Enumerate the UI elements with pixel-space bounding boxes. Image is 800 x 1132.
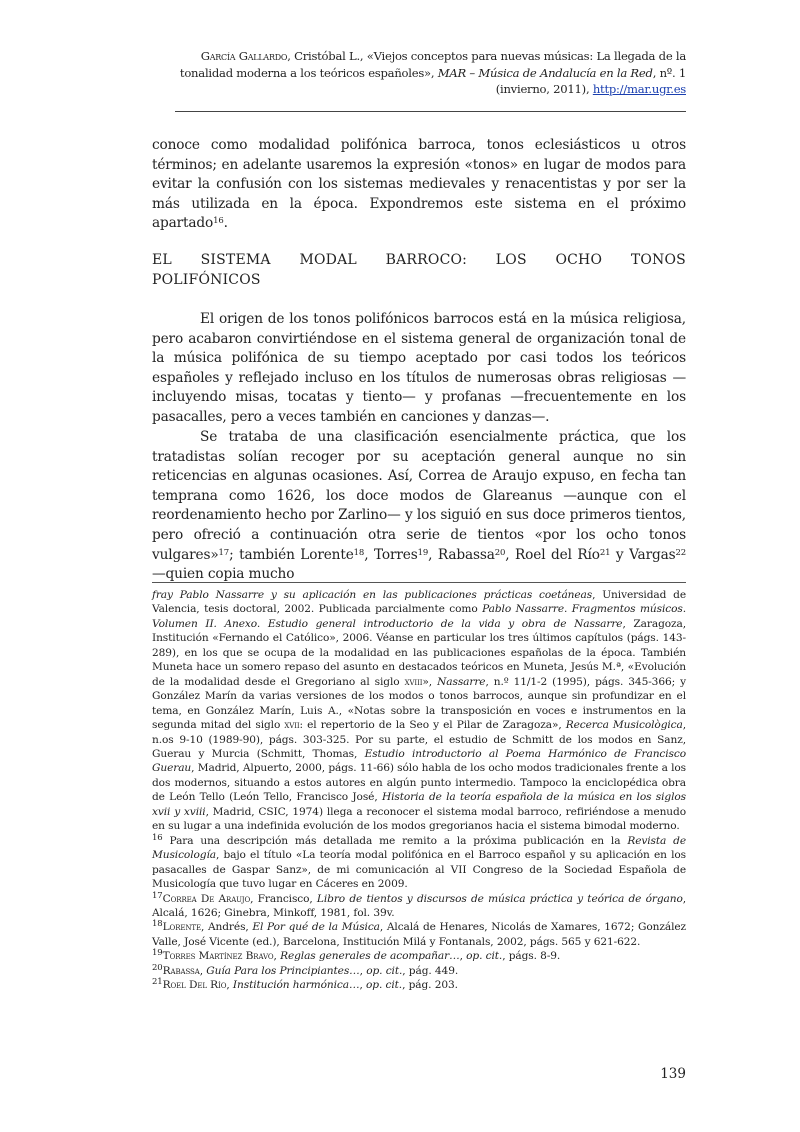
heading-word: OCHO [555, 252, 603, 268]
footnote-author: Torres Martínez Bravo [162, 950, 274, 963]
footnote-text: , bajo el título «La teoría modal polifónica en el Barroco español y su aplicación en los pasacalles de Gaspar Sanz», de mi comunicación al VII Congreso de la Sociedad Española de Musicología que tuvo lugar en Cáceres en 2009. [152, 849, 686, 891]
footnote-author: Correa De Araujo [162, 892, 251, 905]
heading-word: EL [152, 252, 172, 268]
footnote-text: , n.º 11/1-2 (1995), págs. 345-366; y González Marín da varias versiones de los modos o tonos barrocos, aunque sin profundizar en el tema, en González Marín, Luis A., «Notas sobre la transposición en voces e instrumentos en la segunda mitad del siglo [152, 675, 686, 732]
footnote-number: 16 [152, 832, 163, 843]
footnote-number: 17 [152, 890, 163, 901]
footnote-17 [152, 892, 686, 921]
footnote-text: , [199, 964, 207, 977]
page-number: 139 [660, 1066, 686, 1082]
footnote-text: , [459, 950, 467, 963]
footnote-title: Nassarre [437, 675, 486, 688]
footnote-ref-17[interactable]: 17 [218, 547, 230, 558]
footnote-title: fray Pablo Nassarre y su aplicación en las publicaciones prácticas coetáneas [152, 589, 593, 601]
header-issue: , nº. 1 (invierno, 2011), [495, 65, 686, 96]
heading-word: LOS [495, 252, 527, 268]
footnote-text: , pág. 203. [402, 979, 458, 992]
section-heading [152, 251, 686, 290]
footnote-text: , Madrid, CSIC, 1974) llega a reconocer el sistema modal barroco, refiriéndose a menudo en su lugar a una indefinida evolución de los modos gregorianos hacia el sistema bimodal moderno. [152, 805, 686, 833]
footnote-ref-21[interactable]: 21 [599, 547, 611, 558]
heading-word: SISTEMA [200, 252, 271, 268]
footnote-19 [152, 949, 686, 963]
footnote-op-cit: op. cit. [466, 950, 503, 963]
footnote-title: Guía Para los Principiantes… [206, 964, 360, 977]
footnote-text: , Andrés, [200, 921, 253, 934]
header-citation-text: , Cristóbal L., «Viejos conceptos para nuevas músicas: La llegada de la tonalidad moderna a los teóricos españoles», [179, 49, 686, 80]
footnote-op-cit: op. cit. [366, 979, 403, 992]
paragraph-3-text: —quien copia mucho [152, 566, 295, 583]
footnote-title: Revista de Musicología [152, 834, 686, 862]
footnote-text: , [226, 979, 233, 992]
footnote-title: Historia de la teoría española de la música en los siglos xvii y xviii [152, 791, 686, 818]
footnote-16 [152, 834, 686, 892]
footnote-ref-22[interactable]: 22 [675, 547, 686, 558]
footnote-title: Pablo Nassarre. Fragmentos músicos. Volumen II. Anexo. Estudio general introductorio de la vida y obra de Nassarre [152, 603, 686, 630]
paragraph-3-text: , Roel del Río [505, 546, 600, 563]
footnote-text: , [359, 979, 367, 992]
footnote-title: Libro de tientos y discursos de música práctica y teórica de órgano [316, 892, 683, 905]
footnote-author: Rabassa [162, 964, 200, 977]
footnote-text: », [422, 675, 438, 688]
footnote-text: , Zaragoza, Institución «Fernando el Católico», 2006. Véanse en particular los tres últimos capítulos (págs. 143-289), en los que se ocupa de la modalidad en las publicaciones españolas de la época. También Muneta hace un somero repaso del asunto en destacados teóricos en Muneta, Jesús M.ª, «Evolución de la modalidad desde el Gregoriano al siglo [152, 617, 686, 688]
paragraph-3-text: Se trataba de una clasificación esencialmente práctica, que los tratadistas solían recoger por su aceptación general aunque no sin reticencias en algunas ocasiones. Así, Correa de Araujo expuso, en fecha tan temprana como 1626, los doce modos de Glareanus —aunque con el reordenamiento hecho por Zarlino— y los siguió en sus doce primeros tientos, pero ofreció a continuación otra serie de tientos «por los ocho tonos vulgares» [152, 429, 686, 563]
paragraph-3-text: , Rabassa [428, 546, 495, 563]
footnote-divider [152, 582, 686, 583]
header-url-link[interactable]: http://mar.ugr.es [592, 82, 686, 96]
footnote-title: El Por qué de la Música [252, 921, 380, 934]
footnote-title: Estudio introductorio al Poema Harmónico de Francisco Guerau [152, 747, 686, 775]
footnote-number: 20 [152, 962, 163, 973]
footnote-title: Reglas generales de acompañar… [280, 950, 460, 963]
footnote-21 [152, 978, 686, 992]
footnote-ref-18[interactable]: 18 [353, 547, 365, 558]
footnote-text: , Madrid, Alpuerto, 2000, págs. 11-66) sólo habla de los ocho modos tradicionales frente a los dos modernos, situando a estos autores en algún punto intermedio. Tampoco la enciclopédica obra de León Tello (León Tello, Francisco José, [152, 762, 686, 804]
heading-line-2: POLIFÓNICOS [152, 271, 261, 288]
header-divider [175, 111, 686, 112]
footnote-continued [152, 588, 686, 834]
heading-word: BARROCO: [385, 252, 468, 268]
header-journal-title: MAR – Música de Andalucía en la Red [437, 65, 653, 80]
footnote-author: Lorente [162, 921, 201, 934]
footnote-text: , n.os 9-10 (1989-90), págs. 303-325. Por su parte, el estudio de Schmitt de los modos en Sanz, Guerau y Murcia (Schmitt, Thomas, [152, 719, 686, 760]
paragraph-3 [152, 428, 686, 585]
paragraph-3-text: y Vargas [610, 546, 676, 563]
heading-word: MODAL [299, 252, 357, 268]
paragraph-2: El origen de los tonos polifónicos barrocos está en la música religiosa, pero acabaron convirtiéndose en el sistema general de organización tonal de la música polifónica de su tiempo aceptado por casi todos los teóricos españoles y reflejado incluso en los títulos de numerosas obras religiosas —incluyendo misas, tocatas y tiento— y profanas —frecuentemente en los pasacalles, pero a veces también en canciones y danzas—. [152, 311, 686, 425]
footnote-title: Recerca Musicològica [565, 719, 683, 732]
footnote-number: 18 [152, 919, 163, 930]
paragraph-3-text: ; también Lorente [229, 546, 354, 563]
footnote-text: Para una descripción más detallada me remito a la próxima publicación en la [162, 834, 628, 847]
footnote-ref-16[interactable]: 16 [213, 216, 224, 227]
footnote-number: 19 [152, 948, 163, 959]
running-header [175, 48, 686, 98]
footnote-op-cit: op. cit. [366, 964, 403, 977]
paragraph-1-end: . [223, 215, 228, 232]
footnote-text: , Francisco, [250, 892, 317, 905]
footnote-text: , Universidad de Valencia, tesis doctoral, 2002. Publicada parcialmente como [152, 589, 686, 616]
paragraph-3-text: , Torres [364, 546, 418, 563]
footnote-text: , Alcalá, 1626; Ginebra, Minkoff, 1981, fol. 39v. [152, 892, 686, 919]
header-author-name: García Gallardo [200, 49, 288, 63]
footnote-text: , [359, 964, 367, 977]
footnote-title: Institución harmónica… [232, 979, 360, 992]
footnote-century: xvii [284, 719, 300, 732]
paragraph-1 [152, 136, 686, 234]
footnote-author: Roel Del Río [162, 979, 227, 992]
paragraph-1-text: conoce como modalidad polifónica barroca, tonos eclesiásticos u otros términos; en adelante usaremos la expresión «tonos» en lugar de modos para evitar la confusión con los sistemas medievales y renacentistas y por ser la más utilizada en la época. Expondremos este sistema en el próximo apartado [152, 137, 686, 232]
footnote-ref-20[interactable]: 20 [494, 547, 506, 558]
footnote-text: , págs. 8-9. [502, 950, 561, 963]
footnote-text: : el repertorio de la Seo y el Pilar de Zaragoza», [299, 719, 566, 732]
heading-word: TONOS [630, 252, 686, 268]
footnote-text: , Alcalá de Henares, Nicolás de Xamares, 1672; González Valle, José Vicente (ed.), Barcelona, Institución Milá y Fontanals, 2002, págs. 565 y 621-622. [152, 921, 687, 948]
footnote-20 [152, 964, 686, 978]
footnote-century: xviii [404, 675, 423, 688]
footnote-text: , pág. 449. [402, 964, 459, 977]
footnote-ref-19[interactable]: 19 [417, 547, 429, 558]
footnote-18 [152, 920, 686, 949]
footnote-text: , [273, 950, 281, 963]
footnotes [152, 588, 686, 993]
footnote-number: 21 [152, 977, 163, 988]
